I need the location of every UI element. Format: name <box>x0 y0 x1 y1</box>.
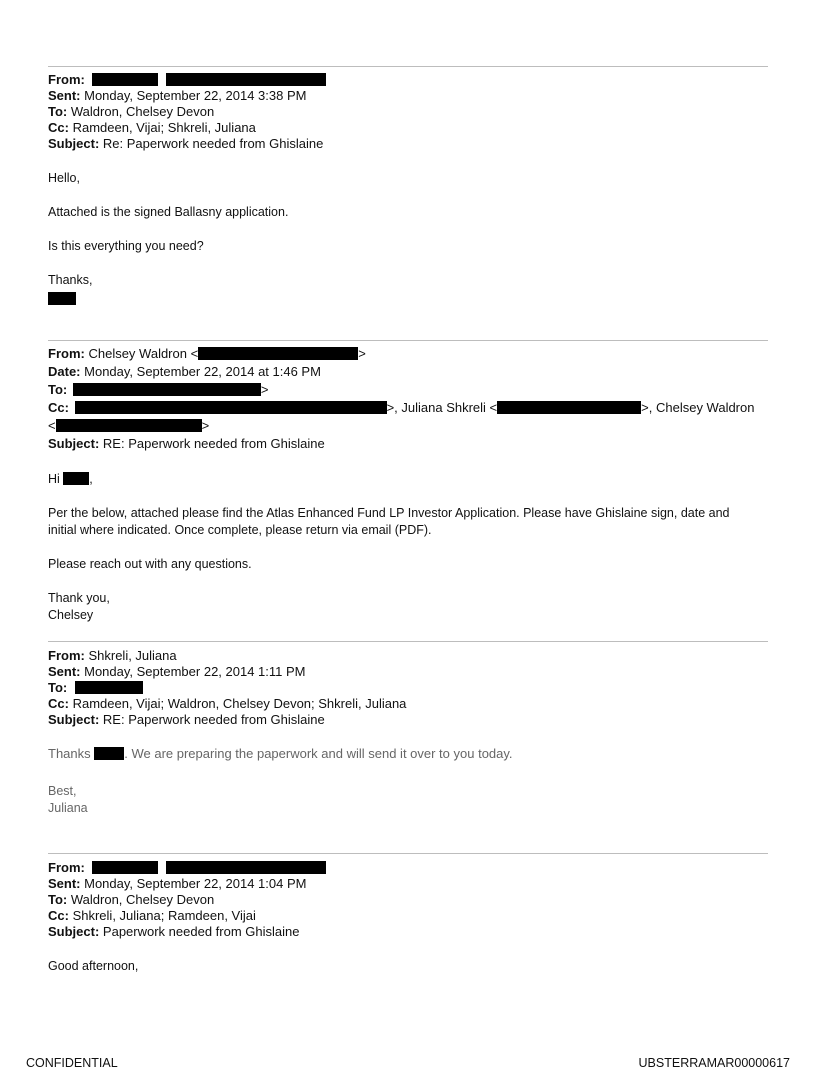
email4-from: From: <box>48 860 326 876</box>
email2-to: To: > <box>48 382 269 397</box>
bates-number: UBSTERRAMAR00000617 <box>638 1056 790 1070</box>
email2-greeting: Hi , <box>48 472 93 486</box>
email3-to: To: <box>48 680 143 696</box>
redaction-bar <box>75 401 387 414</box>
email4-sent: Sent: Monday, September 22, 2014 1:04 PM <box>48 876 307 891</box>
email2-body-line: Per the below, attached please find the Atlas Enhanced Fund LP Investor Application. Please have Ghislaine sign, date and <box>48 506 730 520</box>
email4-to: To: Waldron, Chelsey Devon <box>48 892 215 907</box>
email4-subject: Subject: Paperwork needed from Ghislaine <box>48 924 300 939</box>
email4-greeting: Good afternoon, <box>48 959 139 973</box>
redaction-bar <box>94 747 124 760</box>
email1-subject: Subject: Re: Paperwork needed from Ghislaine <box>48 136 324 151</box>
email3-from: From: Shkreli, Juliana <box>48 648 177 663</box>
redaction-bar <box>48 292 76 305</box>
redaction-bar <box>198 347 358 360</box>
redaction-bar <box>166 861 326 874</box>
email3-sent: Sent: Monday, September 22, 2014 1:11 PM <box>48 664 306 679</box>
email2-date: Date: Monday, September 22, 2014 at 1:46 PM <box>48 364 321 379</box>
confidential-label: CONFIDENTIAL <box>26 1056 118 1070</box>
email2-cc-continued: < > <box>48 418 210 433</box>
email2-closing: Thank you, <box>48 591 110 605</box>
email3-signature: Juliana <box>48 801 88 815</box>
redaction-bar <box>75 681 143 694</box>
email1-body-line: Attached is the signed Ballasny application. <box>48 205 289 219</box>
redaction-bar <box>92 861 158 874</box>
email2-body-line: initial where indicated. Once complete, please return via email (PDF). <box>48 523 432 537</box>
email3-closing: Best, <box>48 784 77 798</box>
email1-from: From: <box>48 72 326 88</box>
redaction-bar <box>63 472 89 485</box>
email1-greeting: Hello, <box>48 171 80 185</box>
email1-cc: Cc: Ramdeen, Vijai; Shkreli, Juliana <box>48 120 256 135</box>
email3-cc: Cc: Ramdeen, Vijai; Waldron, Chelsey Devon; Shkreli, Juliana <box>48 696 407 711</box>
separator-rule <box>48 66 768 67</box>
redaction-bar <box>497 401 641 414</box>
email1-sent: Sent: Monday, September 22, 2014 3:38 PM <box>48 88 307 103</box>
redaction-bar <box>56 419 202 432</box>
email4-cc: Cc: Shkreli, Juliana; Ramdeen, Vijai <box>48 908 256 923</box>
email2-from: From: Chelsey Waldron < > <box>48 346 366 361</box>
email1-closing: Thanks, <box>48 273 93 287</box>
email2-signature: Chelsey <box>48 608 94 622</box>
email2-subject: Subject: RE: Paperwork needed from Ghislaine <box>48 436 325 451</box>
email3-subject: Subject: RE: Paperwork needed from Ghislaine <box>48 712 325 727</box>
separator-rule <box>48 853 768 854</box>
redaction-bar <box>73 383 261 396</box>
separator-rule <box>48 340 768 341</box>
email2-cc: Cc: >, Juliana Shkreli < >, Chelsey Waldron <box>48 400 755 415</box>
redaction-bar <box>166 73 326 86</box>
signature-redaction <box>48 291 76 307</box>
redaction-bar <box>92 73 158 86</box>
email1-body-line: Is this everything you need? <box>48 239 204 253</box>
email2-body-line: Please reach out with any questions. <box>48 557 252 571</box>
email3-body: Thanks . We are preparing the paperwork and will send it over to you today. <box>48 746 513 761</box>
email1-to: To: Waldron, Chelsey Devon <box>48 104 215 119</box>
separator-rule <box>48 641 768 642</box>
